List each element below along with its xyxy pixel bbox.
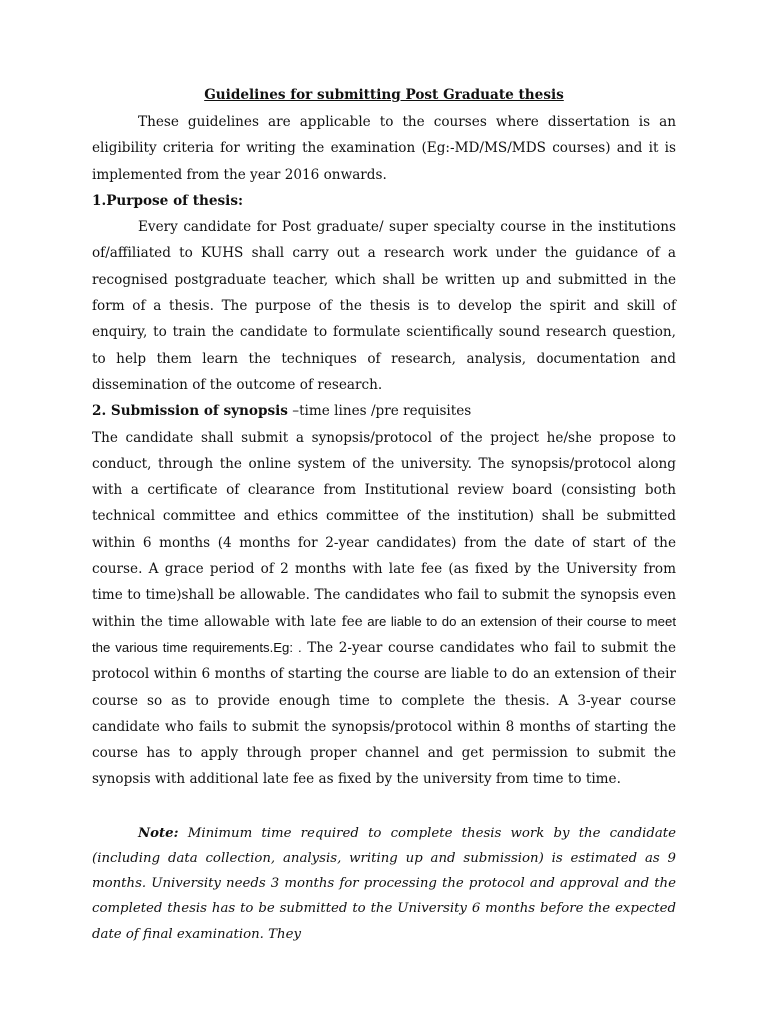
note-label: Note: bbox=[138, 825, 179, 841]
synopsis-paragraph bbox=[92, 425, 676, 793]
document-page bbox=[92, 84, 676, 947]
intro-paragraph: These guidelines are applicable to the courses where dissertation is an eligibility criteria for writing the examination (Eg:-MD/MS/MDS courses) and it is implemented from the year 2016 onwards. bbox=[92, 114, 676, 183]
paragraph-spacer bbox=[92, 793, 676, 821]
note-paragraph bbox=[92, 821, 676, 947]
section-heading-synopsis bbox=[92, 398, 676, 424]
purpose-paragraph: Every candidate for Post graduate/ super specialty course in the institutions of/affiliated to KUHS shall carry out a research work under the guidance of a recognised postgraduate teacher, which shall be written up and submitted in the form of a thesis. The purpose of the thesis is to develop the spirit and skill of enquiry, to train the candidate to formulate scientifically sound research question, to help them learn the techniques of research, analysis, documentation and dissemination of the outcome of research. bbox=[92, 219, 676, 393]
section-heading-synopsis-rest: –time lines /pre requisites bbox=[287, 403, 472, 420]
synopsis-text-part2: are liable to do an extension of their course to meet the various time requirements.Eg: . bbox=[92, 613, 676, 655]
section-heading-synopsis-bold: 2. Submission of synopsis bbox=[92, 403, 288, 420]
synopsis-text-part1: The candidate shall submit a synopsis/protocol of the project he/she propose to conduct, through the online system of the university. The synopsis/protocol along with a certificate of clearance from Institutional review board (consisting both technical committee and ethics committee of the institution) shall be submitted within 6 months (4 months for 2-year candidates) from the date of start of the course. A grace period of 2 months with late fee (as fixed by the University from time to time)shall be allowable. The candidates who fail to submit the synopsis even within the time allowable with late fee bbox=[92, 429, 676, 630]
document-title: Guidelines for submitting Post Graduate thesis bbox=[204, 87, 564, 103]
section-heading-purpose bbox=[92, 188, 676, 214]
note-text: Minimum time required to complete thesis work by the candidate (including data collection, analysis, writing up and submission) is estimated as 9 months. University needs 3 months for processing the protocol and approval and the completed thesis has to be submitted to the University 6 months before the expected date of final examination. They bbox=[92, 825, 676, 942]
synopsis-text-part3: The 2-year course candidates who fail to submit the protocol within 6 months of starting the course are liable to do an extension of their course so as to provide enough time to complete the thesis. A 3-year course candidate who fails to submit the synopsis/protocol within 8 months of starting the course has to apply through proper channel and get permission to submit the synopsis with additional late fee as fixed by the university from time to time. bbox=[92, 639, 676, 788]
section-heading-purpose-text: 1.Purpose of thesis: bbox=[92, 192, 244, 209]
